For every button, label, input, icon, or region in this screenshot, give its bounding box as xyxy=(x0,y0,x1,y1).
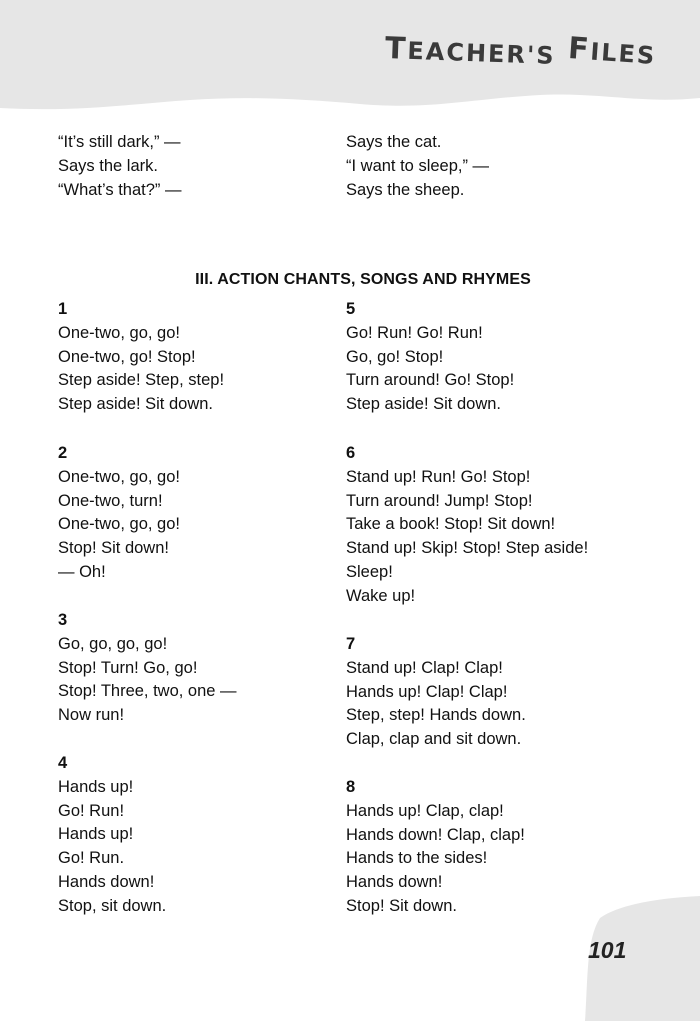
rhyme-line: Now run! xyxy=(58,706,125,725)
rhyme-number: 8 xyxy=(346,778,356,796)
poem-line: “It’s still dark,” — xyxy=(58,133,181,151)
rhyme-line: Hands up! Clap, clap! xyxy=(346,801,504,820)
rhyme-line: Hands up! Clap! Clap! xyxy=(346,682,508,701)
rhyme-line: Hands up! xyxy=(58,777,134,796)
rhyme-7 xyxy=(346,633,526,752)
rhyme-line: Go, go! Stop! xyxy=(346,347,444,366)
rhyme-line: Stop! Sit down! xyxy=(58,539,169,558)
rhyme-line: Step aside! Sit down. xyxy=(346,395,502,414)
rhyme-line: One-two, go, go! xyxy=(58,515,180,534)
rhyme-line: Go! Run. xyxy=(58,849,125,868)
rhyme-line: Take a book! Stop! Sit down! xyxy=(346,515,556,534)
rhyme-line: Step aside! Step, step! xyxy=(58,371,225,390)
rhyme-number: 3 xyxy=(58,611,68,629)
rhyme-line: One-two, turn! xyxy=(58,491,163,510)
poem-line: “I want to sleep,” — xyxy=(346,156,490,175)
rhyme-line: Stand up! Clap! Clap! xyxy=(346,658,503,677)
rhyme-line: Sleep! xyxy=(346,562,393,581)
rhyme-line: Hands up! xyxy=(58,825,134,844)
rhyme-line: Hands down! Clap, clap! xyxy=(346,825,525,844)
rhyme-number: 5 xyxy=(346,300,356,318)
rhyme-line: Go, go, go, go! xyxy=(58,634,168,653)
rhyme-line: One-two, go, go! xyxy=(58,323,180,342)
header-title-word-teachers: TEACHER'S xyxy=(384,31,557,70)
rhyme-line: Wake up! xyxy=(346,586,416,605)
poem-line: Says the lark. xyxy=(58,156,158,175)
rhyme-line: Clap, clap and sit down. xyxy=(346,730,522,749)
intro-poem-right xyxy=(346,131,489,202)
section-heading: III. ACTION CHANTS, SONGS AND RHYMES xyxy=(195,271,531,288)
rhyme-line: One-two, go, go! xyxy=(58,467,180,486)
intro-poem-left xyxy=(58,131,181,202)
rhyme-line: Stop, sit down. xyxy=(58,896,167,915)
rhyme-6 xyxy=(346,442,588,609)
rhyme-5 xyxy=(346,298,514,417)
rhyme-line: Stand up! Run! Go! Stop! xyxy=(346,467,531,486)
rhyme-line: Hands down! xyxy=(58,872,155,891)
poem-line: “What’s that?” — xyxy=(58,180,182,199)
poem-line: Says the sheep. xyxy=(346,180,465,199)
rhyme-line: Stand up! Skip! Stop! Step aside! xyxy=(346,539,589,558)
header-title xyxy=(384,30,657,71)
rhyme-line: Step, step! Hands down. xyxy=(346,706,526,725)
rhyme-line: Hands to the sides! xyxy=(346,849,488,868)
rhyme-number: 2 xyxy=(58,444,68,462)
header-title-word-files: FILES xyxy=(566,30,657,71)
rhyme-2 xyxy=(58,442,180,585)
rhyme-line: Turn around! Go! Stop! xyxy=(346,371,515,390)
rhyme-line: Turn around! Jump! Stop! xyxy=(346,491,533,510)
poem-line: Says the cat. xyxy=(346,133,442,151)
rhyme-1 xyxy=(58,298,224,417)
rhyme-number: 4 xyxy=(58,754,68,772)
rhyme-number: 6 xyxy=(346,444,356,462)
rhyme-number: 7 xyxy=(346,635,356,653)
rhyme-line: Hands down! xyxy=(346,873,443,892)
rhyme-line: Step aside! Sit down. xyxy=(58,395,214,414)
rhyme-line: — Oh! xyxy=(58,562,106,581)
rhyme-line: Stop! Turn! Go, go! xyxy=(58,658,198,677)
rhyme-line: Stop! Sit down. xyxy=(346,896,457,915)
rhyme-line: Go! Run! Go! Run! xyxy=(346,323,483,342)
header-band xyxy=(0,0,700,140)
rhyme-line: Stop! Three, two, one — xyxy=(58,682,237,701)
rhyme-number: 1 xyxy=(58,300,68,318)
rhyme-3 xyxy=(58,609,237,728)
page-number: 101 xyxy=(588,937,627,963)
rhyme-line: Go! Run! xyxy=(58,801,125,820)
rhyme-line: One-two, go! Stop! xyxy=(58,347,196,366)
